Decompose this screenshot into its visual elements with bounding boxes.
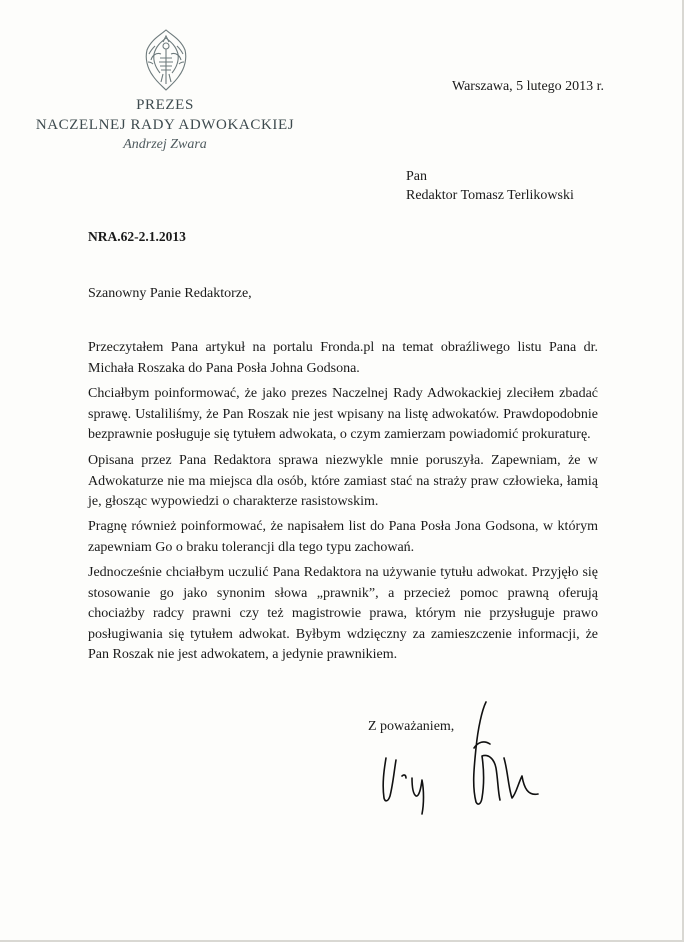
body-paragraph: Opisana przez Pana Redaktora sprawa niezwykle mnie poruszyła. Zapewniam, że w Adwokaturze nie ma miejsca dla osób, które zamiast stać na straży praw człowieka, łamią je, głosząc wypowiedzi o charakterze rasistowskim. (88, 453, 598, 509)
salutation: Szanowny Panie Redaktorze, (88, 286, 252, 301)
header-name: Andrzej Zwara (123, 137, 207, 152)
body-paragraph: Przeczytałem Pana artykuł na portalu Fronda.pl na temat obraźliwego listu Pana dr. Michała Roszaka do Pana Posła Johna Godsona. (88, 340, 598, 376)
handwritten-signature (366, 698, 566, 818)
closing-phrase: Z poważaniem, (368, 719, 455, 734)
addressee-line: Pan (406, 169, 427, 184)
body-paragraph: Jednocześnie chciałbym uczulić Pana Redaktora na używanie tytułu adwokat. Przyjęło się stosowanie go jako synonim słowa „prawnik”, a przecież pomoc prawną oferują chociażby radcy prawni czy też magistrowie prawa, którym nie przysługuje prawo posługiwania się tytułem adwokat. Byłbym wdzięczny za zamieszczenie informacji, że Pan Roszak nie jest adwokatem, a jedynie prawnikiem. (88, 565, 598, 662)
addressee-line: Redaktor Tomasz Terlikowski (406, 188, 574, 203)
reference-number: NRA.62-2.1.2013 (88, 229, 186, 244)
body-paragraph: Pragnę również poinformować, że napisałem list do Pana Posła Jona Godsona, w którym zapewniam Go o braku tolerancji dla tego typu zachowań. (88, 519, 598, 555)
header-institution: NACZELNEJ RADY ADWOKACKIEJ (35, 117, 295, 133)
header-title: PREZES (136, 97, 194, 113)
letter-date: Warszawa, 5 lutego 2013 r. (452, 79, 605, 94)
addressee-block (406, 167, 574, 205)
body-paragraph: Chciałbym poinformować, że jako prezes Naczelnej Rady Adwokackiej zleciłem zbadać sprawę. Ustaliliśmy, że Pan Roszak nie jest wpisany na listę adwokatów. Prawdopodobnie bezprawnie posługuje się tytułem adwokata, o czym zamierzam powiadomić prokuraturę. (88, 386, 598, 442)
eagle-crest-icon (141, 28, 191, 92)
